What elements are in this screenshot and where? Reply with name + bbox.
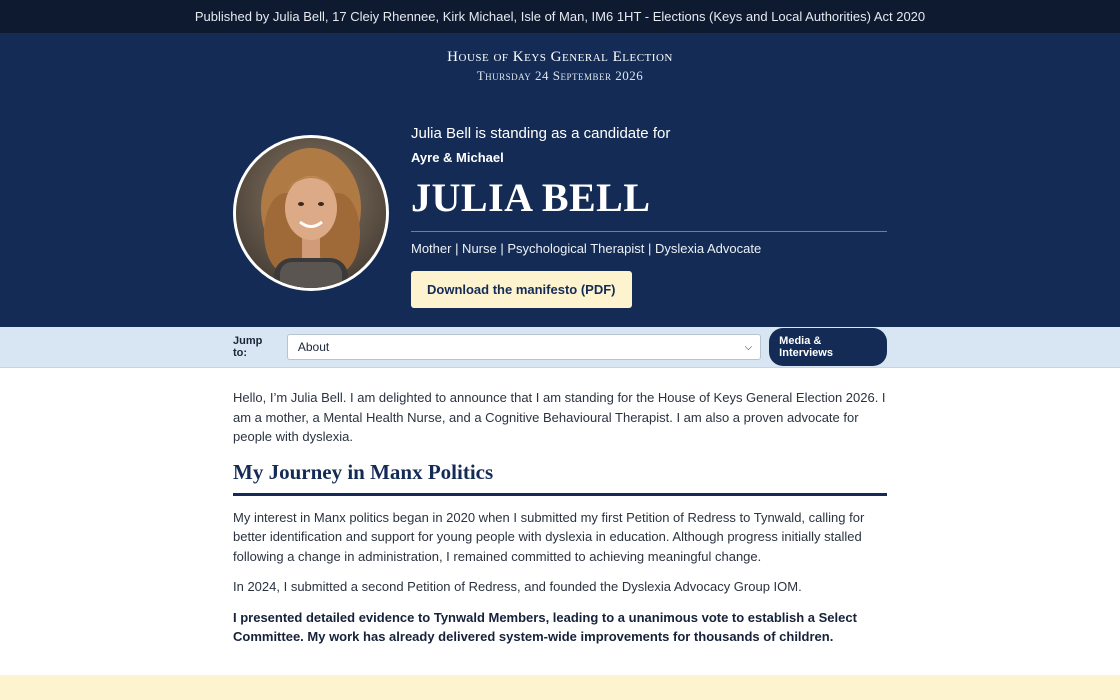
candidate-photo xyxy=(233,135,389,291)
candidate-details xyxy=(411,125,887,308)
candidate-name: JULIA BELL xyxy=(411,175,887,232)
intro-paragraph: Hello, I’m Julia Bell. I am delighted to announce that I am standing for the House of Keys General Election 2026. I am a mother, a Mental Health Nurse, and a Cognitive Behavioural Therapist. I am also a proven advocate for people with dyslexia. xyxy=(233,390,886,444)
standing-text: Julia Bell is standing as a candidate for xyxy=(411,125,671,142)
hero xyxy=(0,33,1120,327)
election-info xyxy=(0,33,1120,84)
election-title: House of Keys General Election xyxy=(447,49,673,65)
media-interviews-button[interactable]: Media & Interviews xyxy=(769,328,887,366)
publisher-notice-text: Published by Julia Bell, 17 Cleiy Rhennee, Kirk Michael, Isle of Man, IM6 1HT - Elections (Keys and Local Authorities) Act 2020 xyxy=(194,9,926,24)
download-manifesto-button[interactable]: Download the manifesto (PDF) xyxy=(411,271,632,308)
candidate-tagline: Mother | Nurse | Psychological Therapist | Dyslexia Advocate xyxy=(411,241,762,256)
section-heading-politics: My Journey in Manx Politics xyxy=(233,460,887,496)
jump-selected-value: About xyxy=(297,340,330,354)
constituency: Ayre & Michael xyxy=(411,150,504,165)
jump-label: Jump to: xyxy=(233,335,263,359)
chevron-down-icon: ⌵ xyxy=(744,341,753,353)
politics-paragraph-2: In 2024, I submitted a second Petition of Redress, and founded the Dyslexia Advocacy Group IOM. xyxy=(233,579,802,594)
jump-nav-inner xyxy=(233,328,887,366)
politics-paragraph-3: I presented detailed evidence to Tynwald Members, leading to a unanimous vote to establish a Select Committee. My work has already delivered system-wide improvements for thousands of children. xyxy=(233,609,857,644)
jump-nav xyxy=(0,327,1120,368)
publisher-notice xyxy=(0,0,1120,33)
jump-to-select[interactable] xyxy=(287,334,761,360)
portrait-illustration xyxy=(236,138,386,288)
election-date: Thursday 24 September 2026 xyxy=(476,68,644,83)
next-section-band xyxy=(0,675,1120,700)
main-content xyxy=(233,368,887,647)
politics-paragraph-1: My interest in Manx politics began in 2020 when I submitted my first Petition of Redress to Tynwald, calling for better identification and support for young people with dyslexia in education. Although progress initially stalled following a change in administration, I remained committed to achieving meaningful change. xyxy=(233,509,865,564)
